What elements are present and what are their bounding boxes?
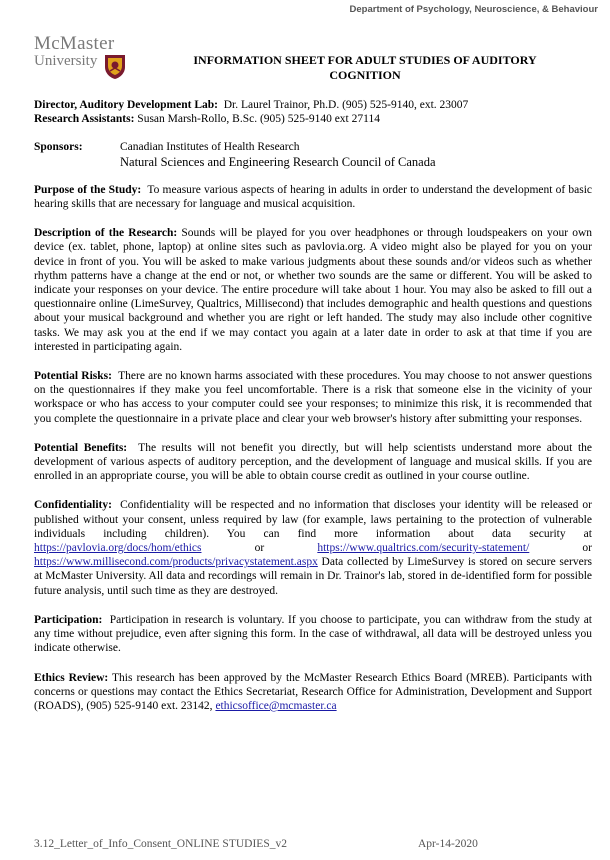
assistants-line (34, 112, 592, 126)
assistants-value: Susan Marsh-Rollo, B.Sc. (905) 525-9140 ext 27114 (137, 113, 380, 126)
purpose-section (34, 183, 592, 211)
assistants-label: Research Assistants: (34, 113, 135, 126)
description-label: Description of the Research: (34, 227, 178, 240)
confidentiality-text-1: Confidentiality will be respected and no information that discloses your identity will be released or published without your consent, unless required by law (for example, laws pertaining to the protection of vulnerable individuals including children). You can find more information about data security at (34, 499, 592, 540)
purpose-text: To measure various aspects of hearing in adults in order to understand the development of basic hearing skills that are necessary for language and musical acquisition. (34, 183, 593, 211)
purpose-label: Purpose of the Study: (34, 183, 142, 196)
director-line (34, 98, 592, 112)
qualtrics-security-link[interactable]: https://www.qualtrics.com/security-statement/ (317, 542, 530, 555)
confidentiality-label: Confidentiality: (34, 499, 112, 512)
mcmaster-logo (34, 34, 134, 88)
crest-icon (104, 54, 126, 80)
risks-section (34, 369, 592, 426)
ethics-text: This research has been approved by the McMaster Research Ethics Board (MREB). Participants with concerns or questions may contact the Ethics Secretariat, Research Office for Administration, Development and Support (ROADS), (905) 525-9140 ext. 23142, (34, 671, 593, 712)
participation-section (34, 613, 592, 656)
director-value: Dr. Laurel Trainor, Ph.D. (905) 525-9140, ext. 23007 (223, 99, 469, 111)
document-footer (34, 838, 574, 850)
document-date: Apr-14-2020 (418, 838, 478, 850)
director-label: Director, Auditory Development Lab: (34, 99, 218, 111)
department-header: Department of Psychology, Neuroscience, & Behaviour (349, 4, 598, 15)
confidentiality-section (34, 498, 592, 597)
logo-name-line2: University (34, 53, 98, 69)
logo-name-line1: McMaster (34, 33, 115, 54)
document-body (34, 98, 592, 728)
ethics-label: Ethics Review: (34, 671, 109, 684)
participation-text: Participation in research is voluntary. If you choose to participate, you can withdraw from the study at any time without prejudice, even after signing this form. In the case of withdrawal, all data will be destroyed unless you indicate otherwise. (34, 613, 593, 655)
or-text-1: or (254, 542, 265, 555)
document-filename: 3.12_Letter_of_Info_Consent_ONLINE STUDIES_v2 (34, 838, 287, 850)
sponsor-cihr: Canadian Institutes of Health Research (120, 141, 300, 154)
or-text-2: or (582, 542, 593, 555)
benefits-text: The results will not benefit you directly, but will help scientists understand more about the development of various aspects of auditory perception, and the development of language and musical skills. If you are enrolled in an appropriate course, you will be able to obtain course credit as outlined in your course outline. (34, 441, 592, 483)
benefits-label: Potential Benefits: (34, 441, 128, 454)
document-title: INFORMATION SHEET FOR ADULT STUDIES OF AUDITORY COGNITION (193, 53, 537, 82)
pavlovia-ethics-link[interactable]: https://pavlovia.org/docs/hom/ethics (34, 542, 202, 555)
participation-label: Participation: (34, 613, 103, 626)
confidentiality-text-2: Data collected by LimeSurvey is stored on secure servers at McMaster University. All data and recordings will remain in Dr. Trainor's lab, stored in de-identified form for possible future analysis, until such time as they are destroyed. (34, 556, 592, 597)
ethics-section (34, 671, 592, 714)
benefits-section (34, 441, 592, 484)
sponsors-section (34, 140, 592, 168)
risks-label: Potential Risks: (34, 370, 112, 383)
millisecond-privacy-link[interactable]: https://www.millisecond.com/products/privacystatement.aspx (34, 556, 318, 569)
sponsors-label: Sponsors: (34, 141, 83, 154)
ethics-email-link[interactable]: ethicsoffice@mcmaster.ca (215, 699, 337, 712)
description-section (34, 226, 592, 354)
sponsor-nserc: Natural Sciences and Engineering Research Council of Canada (120, 154, 436, 169)
risks-text: There are no known harms associated with these procedures. You may choose to not answer questions on the questionnaires if they make you feel uncomfortable. There is a risk that someone else in the vicinity of your workspace or who has access to your computer could see your responses; to minimize this risk, it is recommended that you complete the questionnaire in a private place and clear your web browser's history after submitting your responses. (34, 370, 593, 425)
description-text: Sounds will be played for you over headphones or through loudspeakers on your own device (ex. tablet, phone, laptop) at online sites such as pavlovia.org. A video might also be played for you on your device in front of you. You will be asked to make various judgments about these sounds and/or videos such as whether rhythm patterns have a change at the end or not, or whether two sounds are the same or different. You will be asked to indicate your responses on your device. The entire procedure will take about 1 hour. You may also be asked to fill out a questionnaire online (LimeSurvey, Qualtrics, Millisecond) that includes demographic and health questions and questions about your musical background and whether you are right or left handed. The study may also include other cognitive tasks. We may ask you at the end if we may contact you again at a later date in order to ask at that time if you are interested in participating again. (34, 227, 592, 353)
